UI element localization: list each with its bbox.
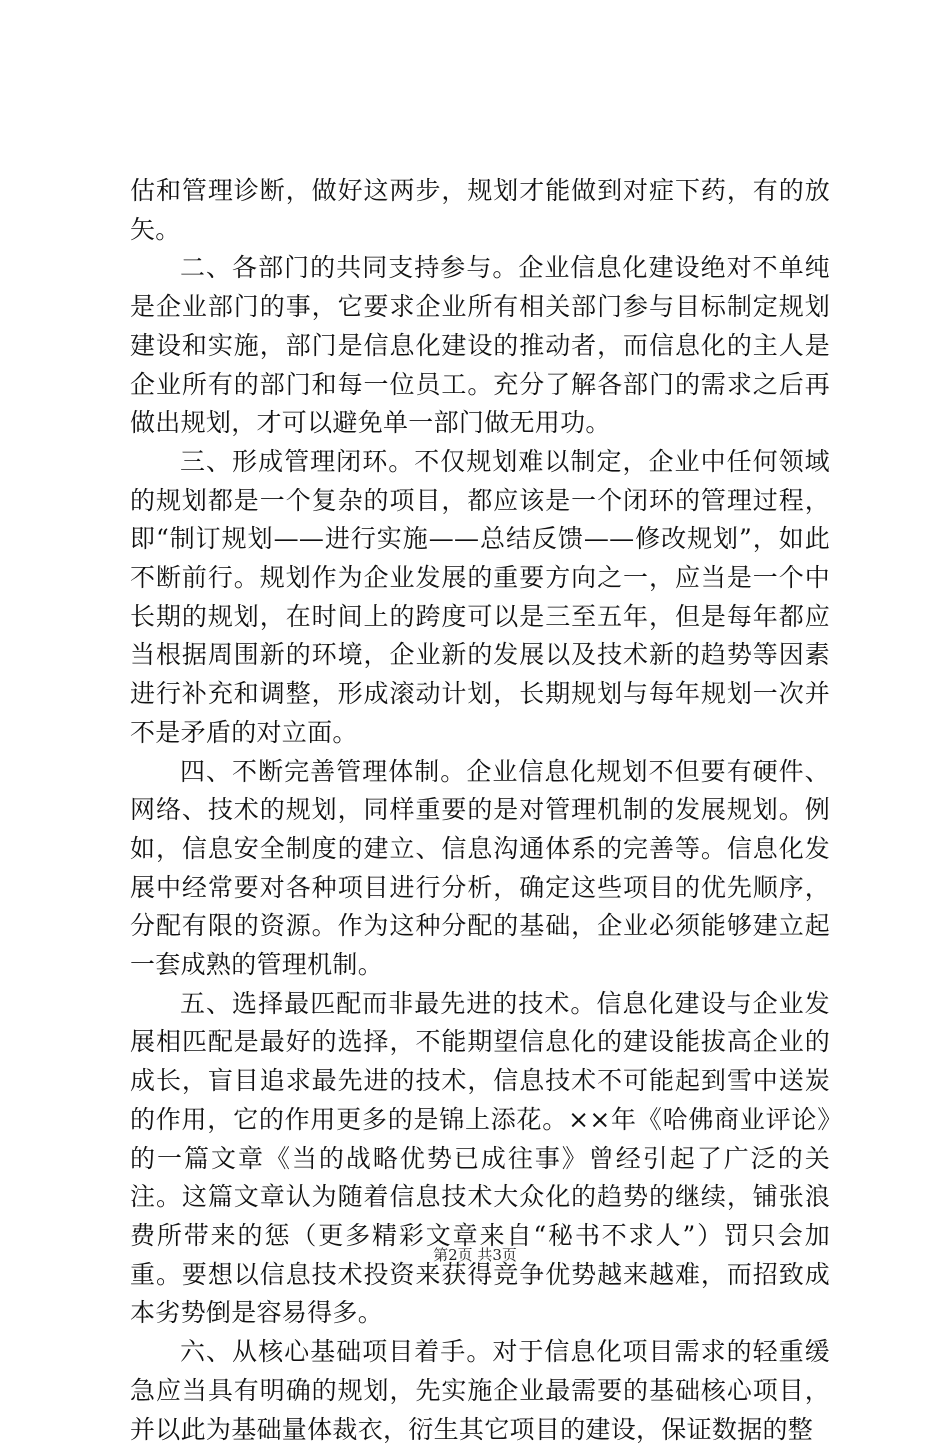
paragraph-section-5: 五、选择最匹配而非最先进的技术。信息化建设与企业发展相匹配是最好的选择，不能期望信息化的建设能拔高企业的成长，盲目追求最先进的技术，信息技术不可能起到雪中送炭的作用，它的作用更多的是锦上添花。××年《哈佛商业评论》的一篇文章《当的战略优势已成往事》曾经引起了广泛的关注。这篇文章认为随着信息技术大众化的趋势的继续，铺张浪费所带来的惩（更多精彩文章来自“秘书不求人”）罚只会加重。要想以信息技术投资来获得竞争优势越来越难，而招致成本劣势倒是容易得多。 xyxy=(130,988,830,1328)
paragraph-section-2: 二、各部门的共同支持参与。企业信息化建设绝对不单纯是企业部门的事，它要求企业所有相关部门参与目标制定规划建设和实施，部门是信息化建设的推动者，而信息化的主人是企业所有的部门和每一位员工。充分了解各部门的需求之后再做出规划，才可以避免单一部门做无用功。 xyxy=(130,253,830,438)
page-number-footer: 第2页 共3页 xyxy=(433,1246,517,1264)
paragraph-continuation: 估和管理诊断，做好这两步，规划才能做到对症下药，有的放矢。 xyxy=(130,176,830,244)
paragraph-section-3: 三、形成管理闭环。不仅规划难以制定，企业中任何领域的规划都是一个复杂的项目，都应该是一个闭环的管理过程，即“制订规划——进行实施——总结反馈——修改规划”，如此不断前行。规划作为企业发展的重要方向之一，应当是一个中长期的规划，在时间上的跨度可以是三至五年，但是每年都应当根据周围新的环境，企业新的发展以及技术新的趋势等因素进行补充和调整，形成滚动计划，长期规划与每年规划一次并不是矛盾的对立面。 xyxy=(130,446,830,747)
paragraph-section-6: 六、从核心基础项目着手。对于信息化项目需求的轻重缓急应当具有明确的规划，先实施企业最需要的基础核心项目，并以此为基础量体裁衣，衍生其它项目的建设，保证数据的整 xyxy=(130,1337,830,1444)
paragraph-section-4: 四、不断完善管理体制。企业信息化规划不但要有硬件、网络、技术的规划，同样重要的是对管理机制的发展规划。例如，信息安全制度的建立、信息沟通体系的完善等。信息化发展中经常要对各种项目进行分析，确定这些项目的优先顺序，分配有限的资源。作为这种分配的基础，企业必须能够建立起一套成熟的管理机制。 xyxy=(130,756,830,980)
